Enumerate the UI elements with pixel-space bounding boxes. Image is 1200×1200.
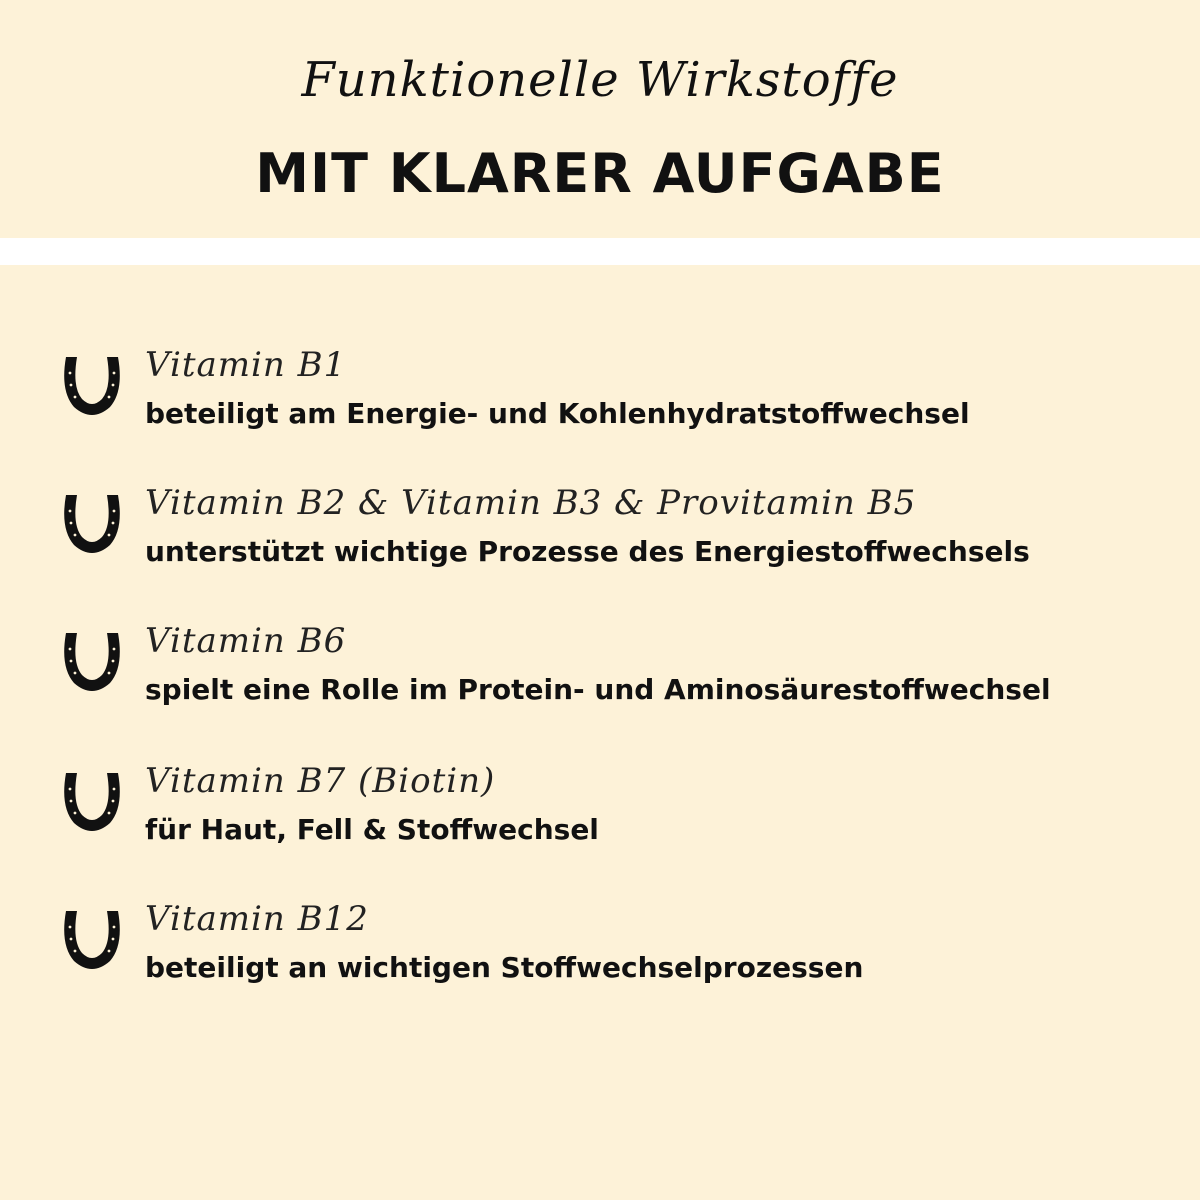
vitamin-description: für Haut, Fell & Stoffwechsel (145, 813, 599, 846)
horseshoe-icon (58, 767, 126, 837)
script-title: Funktionelle Wirkstoffe (301, 52, 899, 108)
list-item (0, 761, 1200, 871)
header-band (0, 0, 1200, 238)
divider (0, 238, 1200, 265)
horseshoe-icon (58, 351, 126, 421)
vitamin-name: Vitamin B2 & Vitamin B3 & Provitamin B5 (145, 483, 917, 523)
list-item (0, 345, 1200, 455)
horseshoe-icon (58, 627, 126, 697)
vitamin-name: Vitamin B6 (145, 621, 347, 661)
vitamin-description: beteiligt an wichtigen Stoffwechselprozessen (145, 951, 864, 984)
vitamin-description: spielt eine Rolle im Protein- und Aminosäurestoffwechsel (145, 673, 1051, 706)
vitamin-name: Vitamin B12 (145, 899, 369, 939)
list-item (0, 483, 1200, 593)
vitamin-description: unterstützt wichtige Prozesse des Energiestoffwechsels (145, 535, 1030, 568)
horseshoe-icon (58, 489, 126, 559)
vitamin-description: beteiligt am Energie- und Kohlenhydratstoffwechsel (145, 397, 970, 430)
ingredient-list (0, 265, 1200, 1200)
vitamin-name: Vitamin B7 (Biotin) (145, 761, 496, 801)
page-title: MIT KLARER AUFGABE (255, 142, 945, 205)
vitamin-name: Vitamin B1 (145, 345, 347, 385)
horseshoe-icon (58, 905, 126, 975)
list-item (0, 621, 1200, 731)
list-item (0, 899, 1200, 1009)
